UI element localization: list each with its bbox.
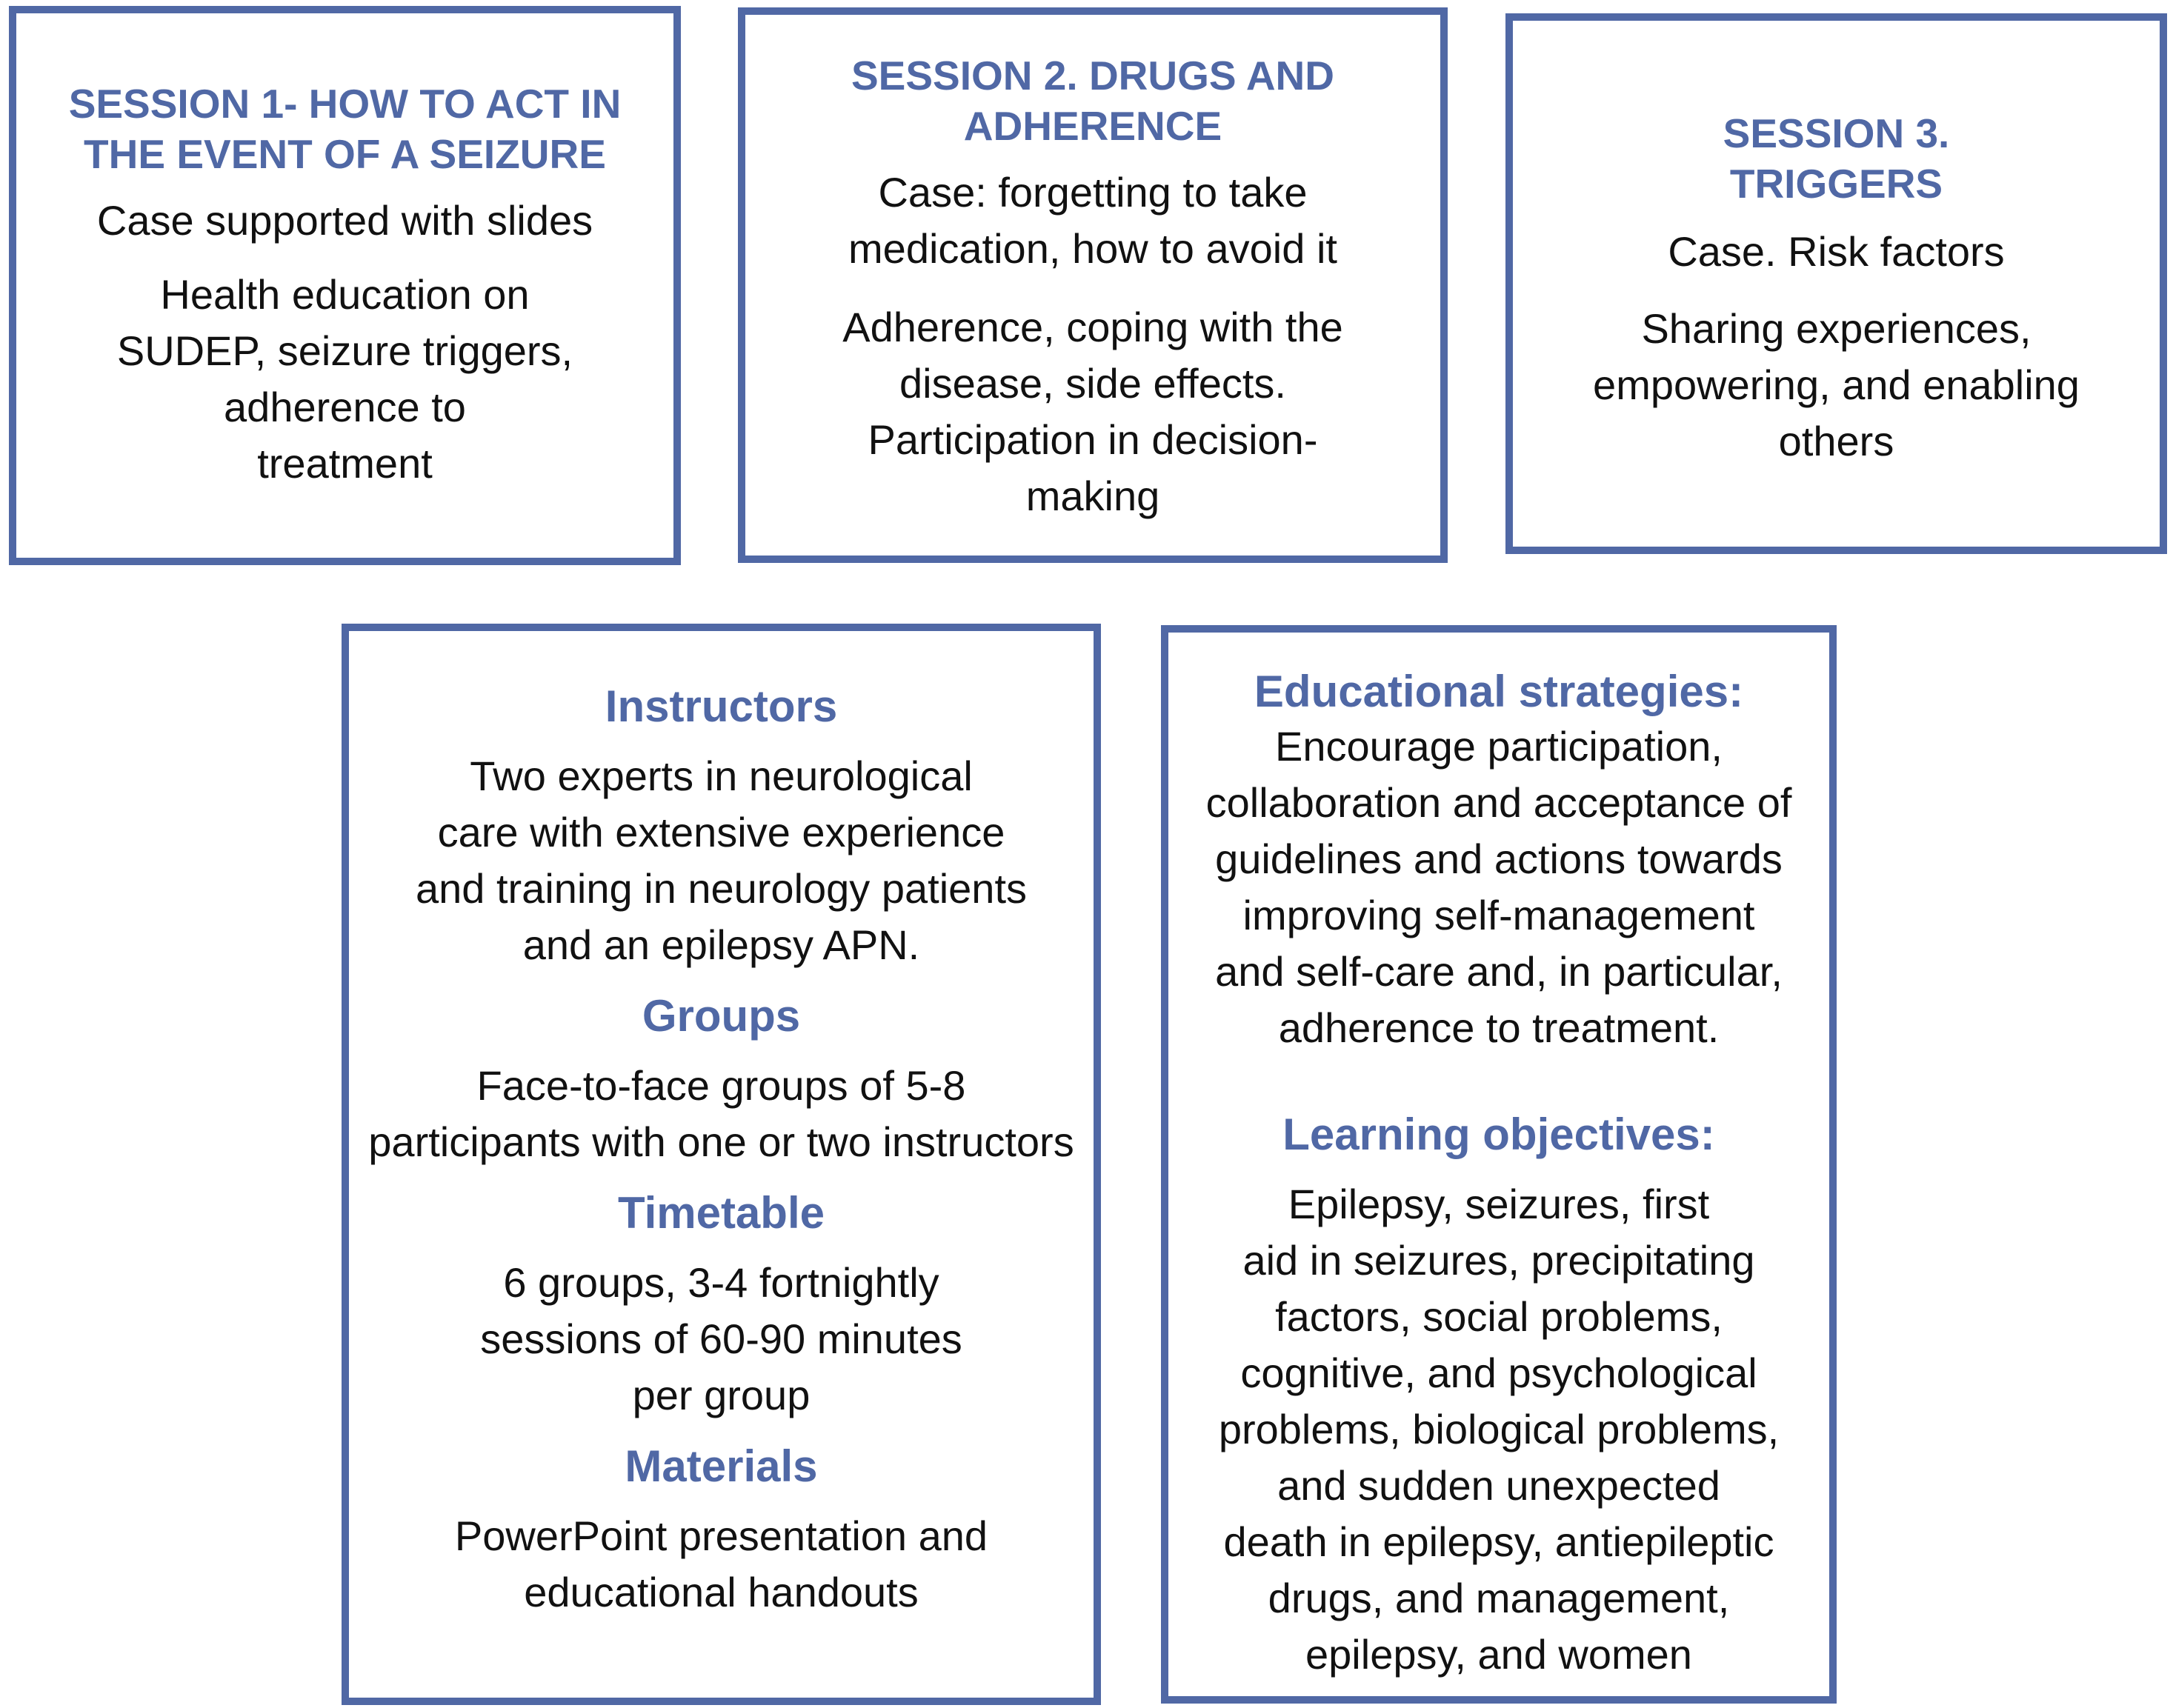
instructors-heading: Instructors [605, 681, 838, 731]
session-1-title: SESSION 1- HOW TO ACT IN THE EVENT OF A SEIZURE [68, 81, 622, 177]
session-2-case-text: Case: forgetting to take medication, how to avoid it [848, 169, 1337, 272]
strategies-objectives-panel [1161, 625, 1837, 1704]
session-3-title: SESSION 3. TRIGGERS [1723, 110, 1950, 207]
session-1-description: Health education on SUDEP, seizure triggers, adherence to treatment [116, 271, 573, 487]
session-3-case-text: Case. Risk factors [1668, 228, 2005, 275]
instructors-text: Two experts in neurological care with extensive experience and training in neurology patients and an epilepsy APN. [415, 753, 1027, 968]
materials-heading: Materials [625, 1441, 818, 1491]
educational-strategies-text: Encourage participation, collaboration and acceptance of guidelines and actions towards improving self-management and self-care and, in particular, adherence to treatment. [1205, 723, 1792, 1051]
session-1-case-text: Case supported with slides [96, 197, 593, 244]
session-1-box [9, 6, 681, 565]
materials-text: PowerPoint presentation and educational handouts [454, 1512, 988, 1615]
program-details-panel [342, 624, 1101, 1705]
timetable-text: 6 groups, 3-4 fortnightly sessions of 60-90 minutes per group [480, 1259, 962, 1418]
groups-heading: Groups [642, 991, 801, 1041]
educational-strategies-heading: Educational strategies: [1254, 667, 1744, 716]
session-2-description: Adherence, coping with the disease, side effects. Participation in decision- making [842, 304, 1343, 519]
session-3-description: Sharing experiences, empowering, and enabling others [1593, 305, 2080, 464]
groups-text: Face-to-face groups of 5-8 participants with one or two instructors [368, 1062, 1074, 1165]
learning-objectives-text: Epilepsy, seizures, first aid in seizures, precipitating factors, social problems, cognitive, and psychological problems, biological problems, and sudden unexpected death in epilepsy, antiepileptic drugs, and management, epilepsy, and women [1218, 1181, 1780, 1678]
session-2-title: SESSION 2. DRUGS AND ADHERENCE [851, 53, 1334, 149]
session-3-box [1505, 13, 2167, 554]
session-2-box [738, 7, 1448, 563]
learning-objectives-heading: Learning objectives: [1282, 1110, 1715, 1159]
timetable-heading: Timetable [618, 1188, 825, 1238]
